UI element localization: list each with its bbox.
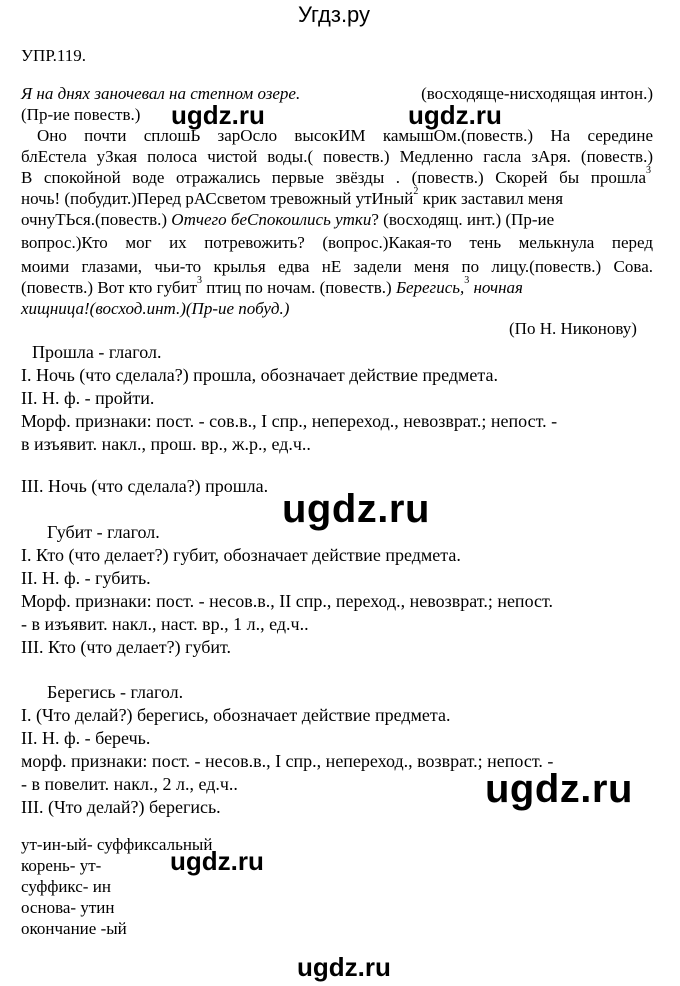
text-line-5: [21, 165, 653, 187]
footnote-mark: 3: [464, 275, 470, 286]
text-line-2: (Пр-ие повеств.): [21, 105, 141, 124]
text-line-9: моими глазами, чьи-то крылья едва нЕ задели меня по лицу.(повеств.) Сова.: [21, 257, 653, 276]
text-line-10-a: (повеств.) Вот кто губит: [21, 278, 198, 297]
text-line-1: [21, 85, 653, 102]
text-italic: ночная: [469, 278, 523, 297]
text-line-11: хищница!(восход.инт.)(Пр-ие побуд.): [21, 299, 290, 318]
text-line-7-b: ? (восходящ. инт.) (Пр-ие: [371, 210, 555, 229]
analysis-line: III. Ночь (что сделала?) прошла.: [21, 476, 269, 496]
analysis-line: I. Кто (что делает?) губит, обозначает действие предмета.: [21, 545, 461, 565]
analysis-line: Морф. признаки: пост. - несов.в., II спр., переход., невозврат.; непост.: [21, 591, 554, 611]
watermark: ugdz.ru: [485, 767, 633, 811]
analysis-heading: Берегись - глагол.: [47, 682, 184, 702]
watermark: ugdz.ru: [282, 487, 430, 531]
watermark: ugdz.ru: [297, 952, 391, 982]
site-title: Угдз.ру: [298, 2, 371, 27]
morpheme-line: окончание -ый: [21, 919, 127, 938]
author-credit: (По Н. Никонову): [509, 319, 637, 338]
footnote-mark: 2: [413, 186, 419, 197]
text-line-8: вопрос.)Кто мог их потревожить? (вопрос.)Какая-то тень мелькнула перед: [21, 233, 653, 252]
analysis-line: III. (Что делай?) берегись.: [21, 797, 221, 817]
intonation-note: (восходяще-нисходящая интон.): [421, 84, 653, 103]
text-line-10: [21, 275, 523, 297]
analysis-line: III. Кто (что делает?) губит.: [21, 637, 232, 657]
watermark: ugdz.ru: [171, 100, 265, 130]
analysis-line: I. Ночь (что сделала?) прошла, обозначает действие предмета.: [21, 365, 498, 385]
analysis-heading: Прошла - глагол.: [32, 342, 162, 362]
text-line-7-a: очнуТЬся.(повеств.): [21, 210, 172, 229]
text-italic: Отчего беСпокоились утки: [171, 210, 372, 229]
text-line-6-a: ночь! (побудит.)Перед рАСсветом тревожный утИный: [21, 189, 414, 208]
morpheme-line: корень- ут-: [21, 856, 102, 875]
text-line-6-b: крик заставил меня: [418, 189, 564, 208]
watermark: ugdz.ru: [170, 846, 264, 876]
analysis-line: - в изъявит. накл., наст. вр., 1 л., ед.ч..: [21, 614, 309, 634]
footnote-mark: 3: [646, 165, 651, 176]
text-line-10-b: птиц по ночам. (повеств.): [202, 278, 396, 297]
text-italic: Берегись,: [395, 278, 465, 297]
analysis-line: - в повелит. накл., 2 л., ед.ч..: [21, 774, 238, 794]
text-line-4: блЕстела уЗкая полоса чистой воды.( повеств.) Медленно гасла зАря. (повеств.): [21, 147, 653, 166]
text-line-6: [21, 186, 564, 208]
text-line-3: Оно почти сплошЬ зарОсло высокИМ камышОм.(повеств.) На середине: [37, 126, 653, 145]
analysis-line: II. Н. ф. - губить.: [21, 568, 151, 588]
analysis-line: II. Н. ф. - пройти.: [21, 388, 155, 408]
morpheme-line: ут-ин-ый- суффиксальный: [21, 835, 213, 854]
exercise-label: УПР.119.: [21, 46, 87, 65]
morpheme-line: основа- утин: [21, 898, 115, 917]
morpheme-line: суффикс- ин: [21, 877, 111, 896]
watermark: ugdz.ru: [408, 100, 502, 130]
analysis-line: II. Н. ф. - беречь.: [21, 728, 151, 748]
analysis-line: I. (Что делай?) берегись, обозначает действие предмета.: [21, 705, 451, 725]
text-line-5-body: В спокойной воде отражались первые звёзды . (повеств.) Скорей бы прошла: [21, 168, 646, 187]
text-italic: Я на днях заночевал на степном озере.: [21, 84, 301, 103]
footnote-mark: 3: [197, 275, 203, 286]
analysis-heading: Губит - глагол.: [47, 522, 160, 542]
analysis-line: в изъявит. накл., прош. вр., ж.р., ед.ч..: [21, 434, 311, 454]
analysis-line: Морф. признаки: пост. - сов.в., I спр., непереход., невозврат.; непост. -: [21, 411, 558, 431]
text-line-7: [21, 211, 554, 228]
analysis-line: морф. признаки: пост. - несов.в., I спр., непереход., возврат.; непост. -: [21, 751, 554, 771]
